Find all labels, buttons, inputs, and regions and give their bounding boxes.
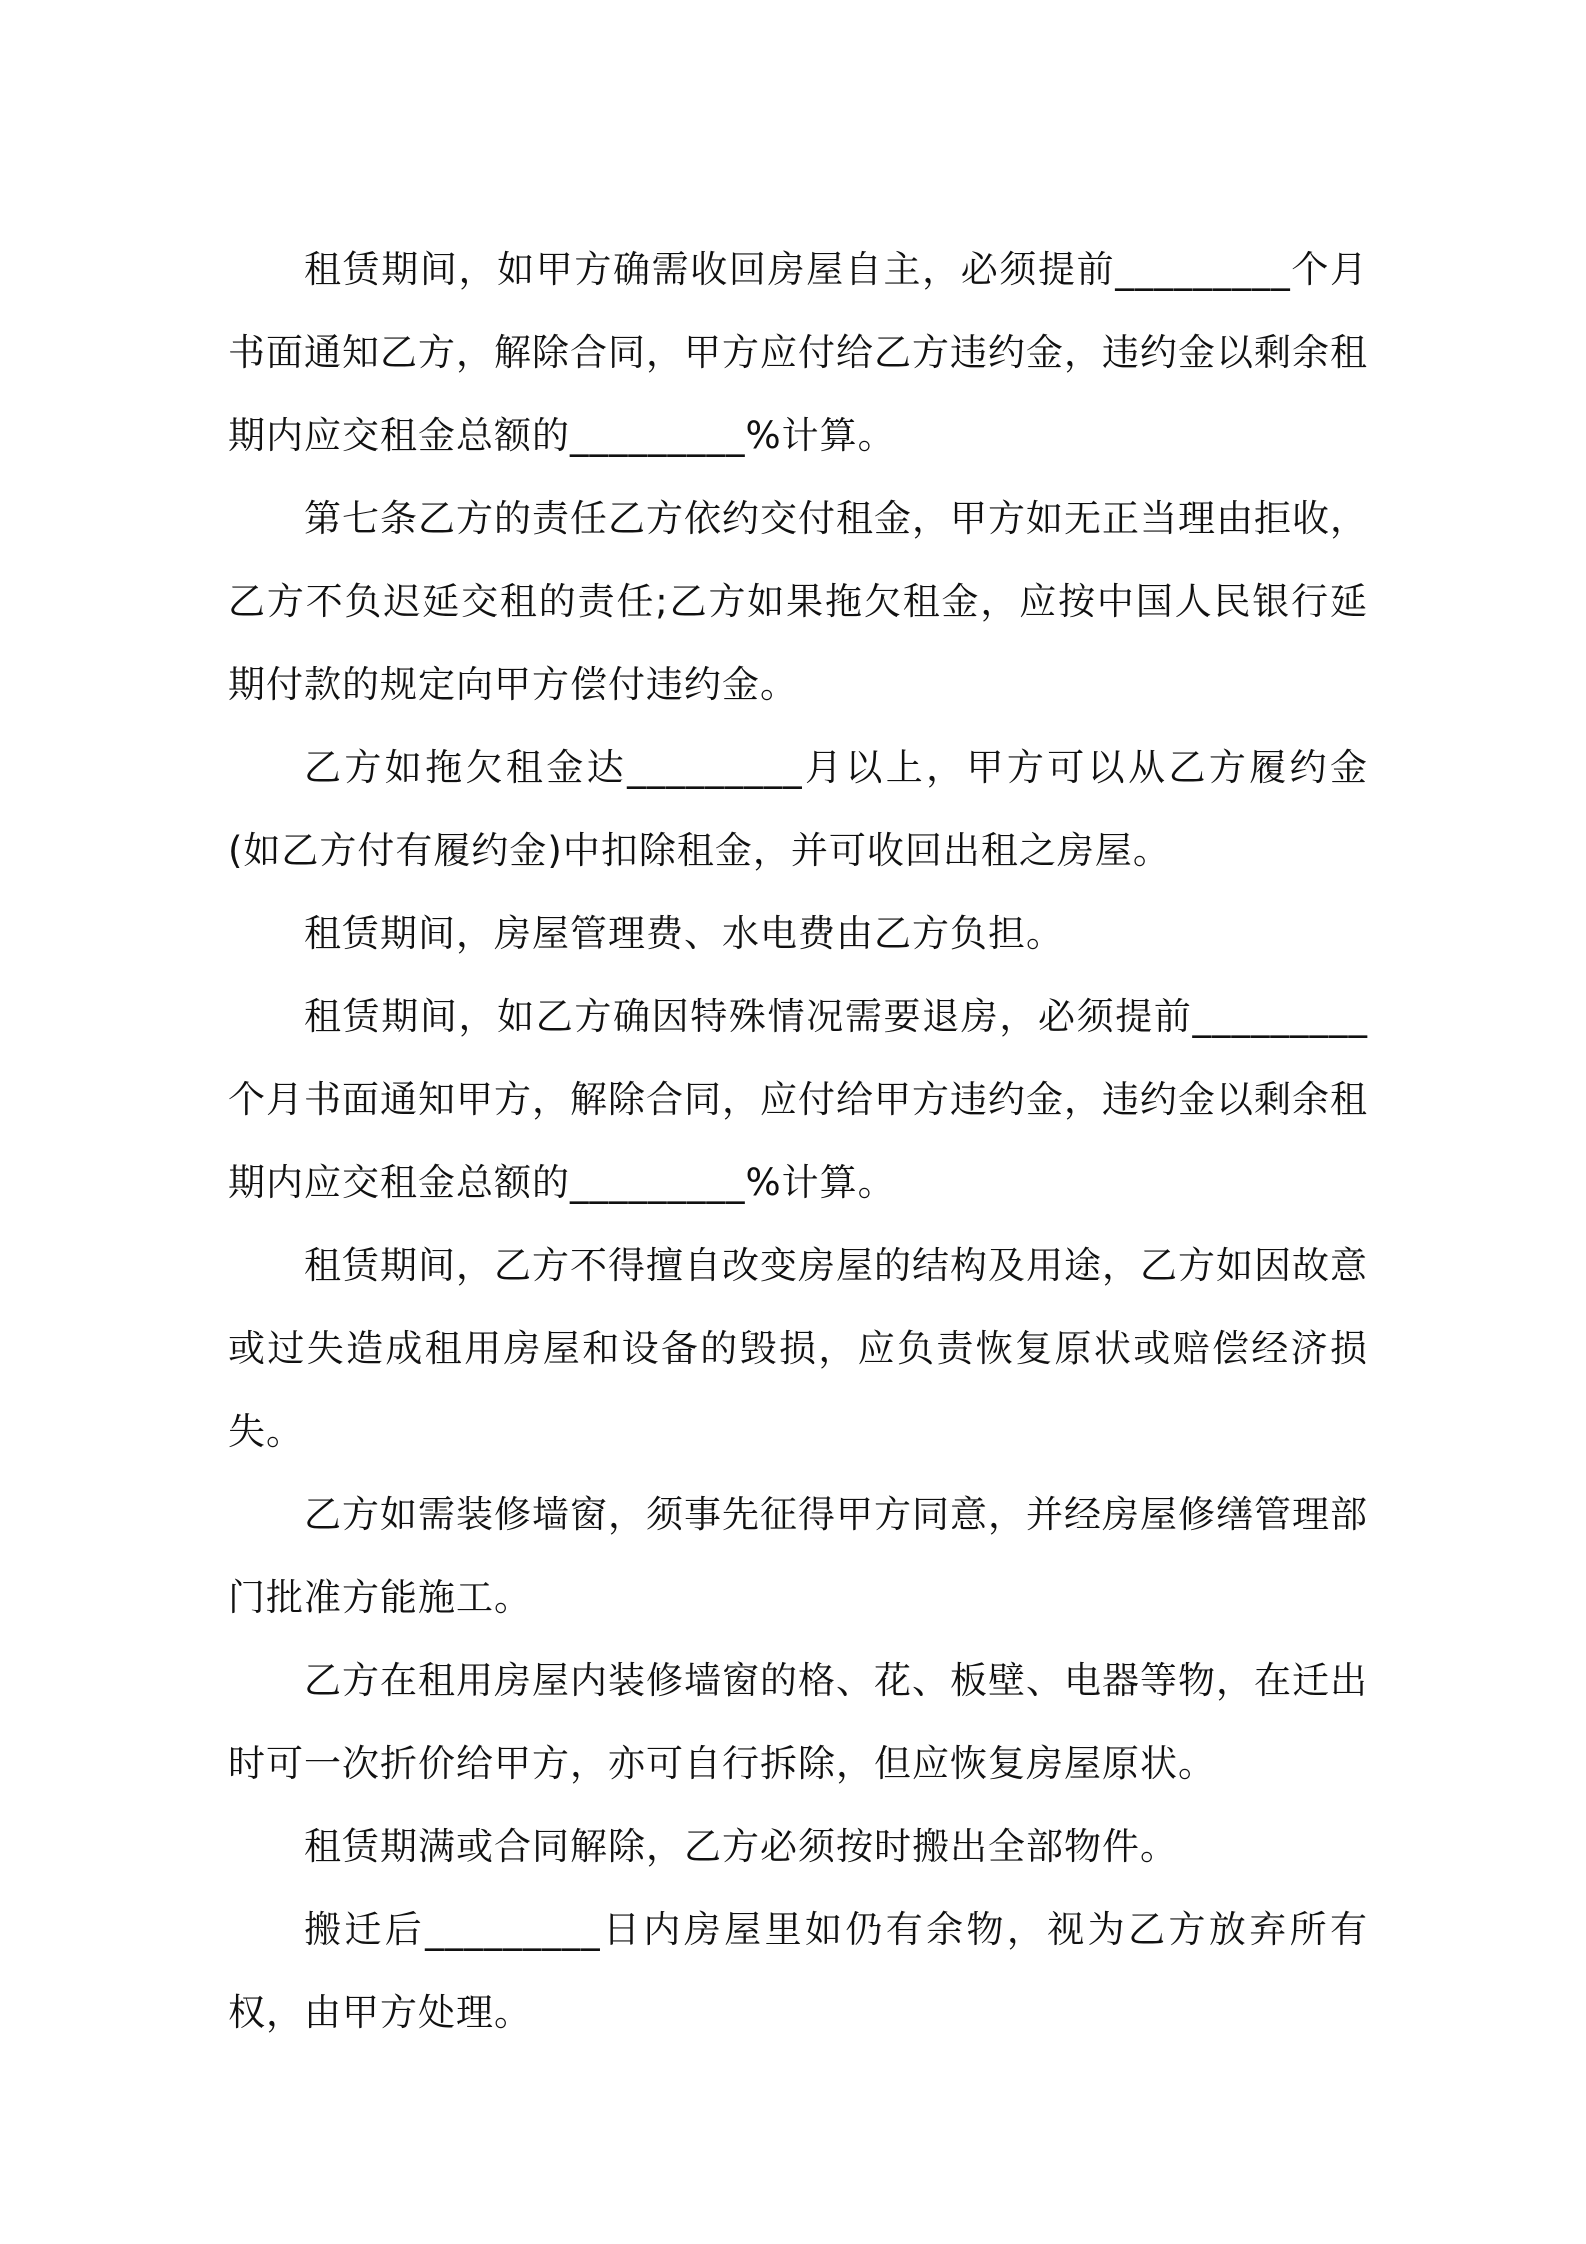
paragraph-10: 搬迁后_________日内房屋里如仍有余物，视为乙方放弃所有权，由甲方处理。 <box>228 1908 1368 2034</box>
paragraph-8: 乙方在租用房屋内装修墙窗的格、花、板壁、电器等物，在迁出时可一次折价给甲方，亦可自行拆除，但应恢复房屋原状。 <box>228 1659 1368 1785</box>
paragraph-6: 租赁期间，乙方不得擅自改变房屋的结构及用途，乙方如因故意或过失造成租用房屋和设备的毁损，应负责恢复原状或赔偿经济损失。 <box>228 1244 1368 1453</box>
paragraph-3: 乙方如拖欠租金达_________月以上，甲方可以从乙方履约金(如乙方付有履约金)中扣除租金，并可收回出租之房屋。 <box>228 746 1368 872</box>
paragraph-2: 第七条乙方的责任乙方依约交付租金，甲方如无正当理由拒收，乙方不负迟延交租的责任;乙方如果拖欠租金，应按中国人民银行延期付款的规定向甲方偿付违约金。 <box>228 497 1368 706</box>
paragraph-5: 租赁期间，如乙方确因特殊情况需要退房，必须提前_________个月书面通知甲方，解除合同，应付给甲方违约金，违约金以剩余租期内应交租金总额的_________%计算。 <box>228 995 1368 1204</box>
paragraph-4: 租赁期间，房屋管理费、水电费由乙方负担。 <box>304 912 1064 955</box>
paragraph-7: 乙方如需装修墙窗，须事先征得甲方同意，并经房屋修缮管理部门批准方能施工。 <box>228 1493 1368 1619</box>
document-body <box>228 228 1368 2054</box>
paragraph-1: 租赁期间，如甲方确需收回房屋自主，必须提前_________个月书面通知乙方，解除合同，甲方应付给乙方违约金，违约金以剩余租期内应交租金总额的_________%计算。 <box>228 248 1368 457</box>
paragraph-9: 租赁期满或合同解除，乙方必须按时搬出全部物件。 <box>304 1825 1178 1868</box>
